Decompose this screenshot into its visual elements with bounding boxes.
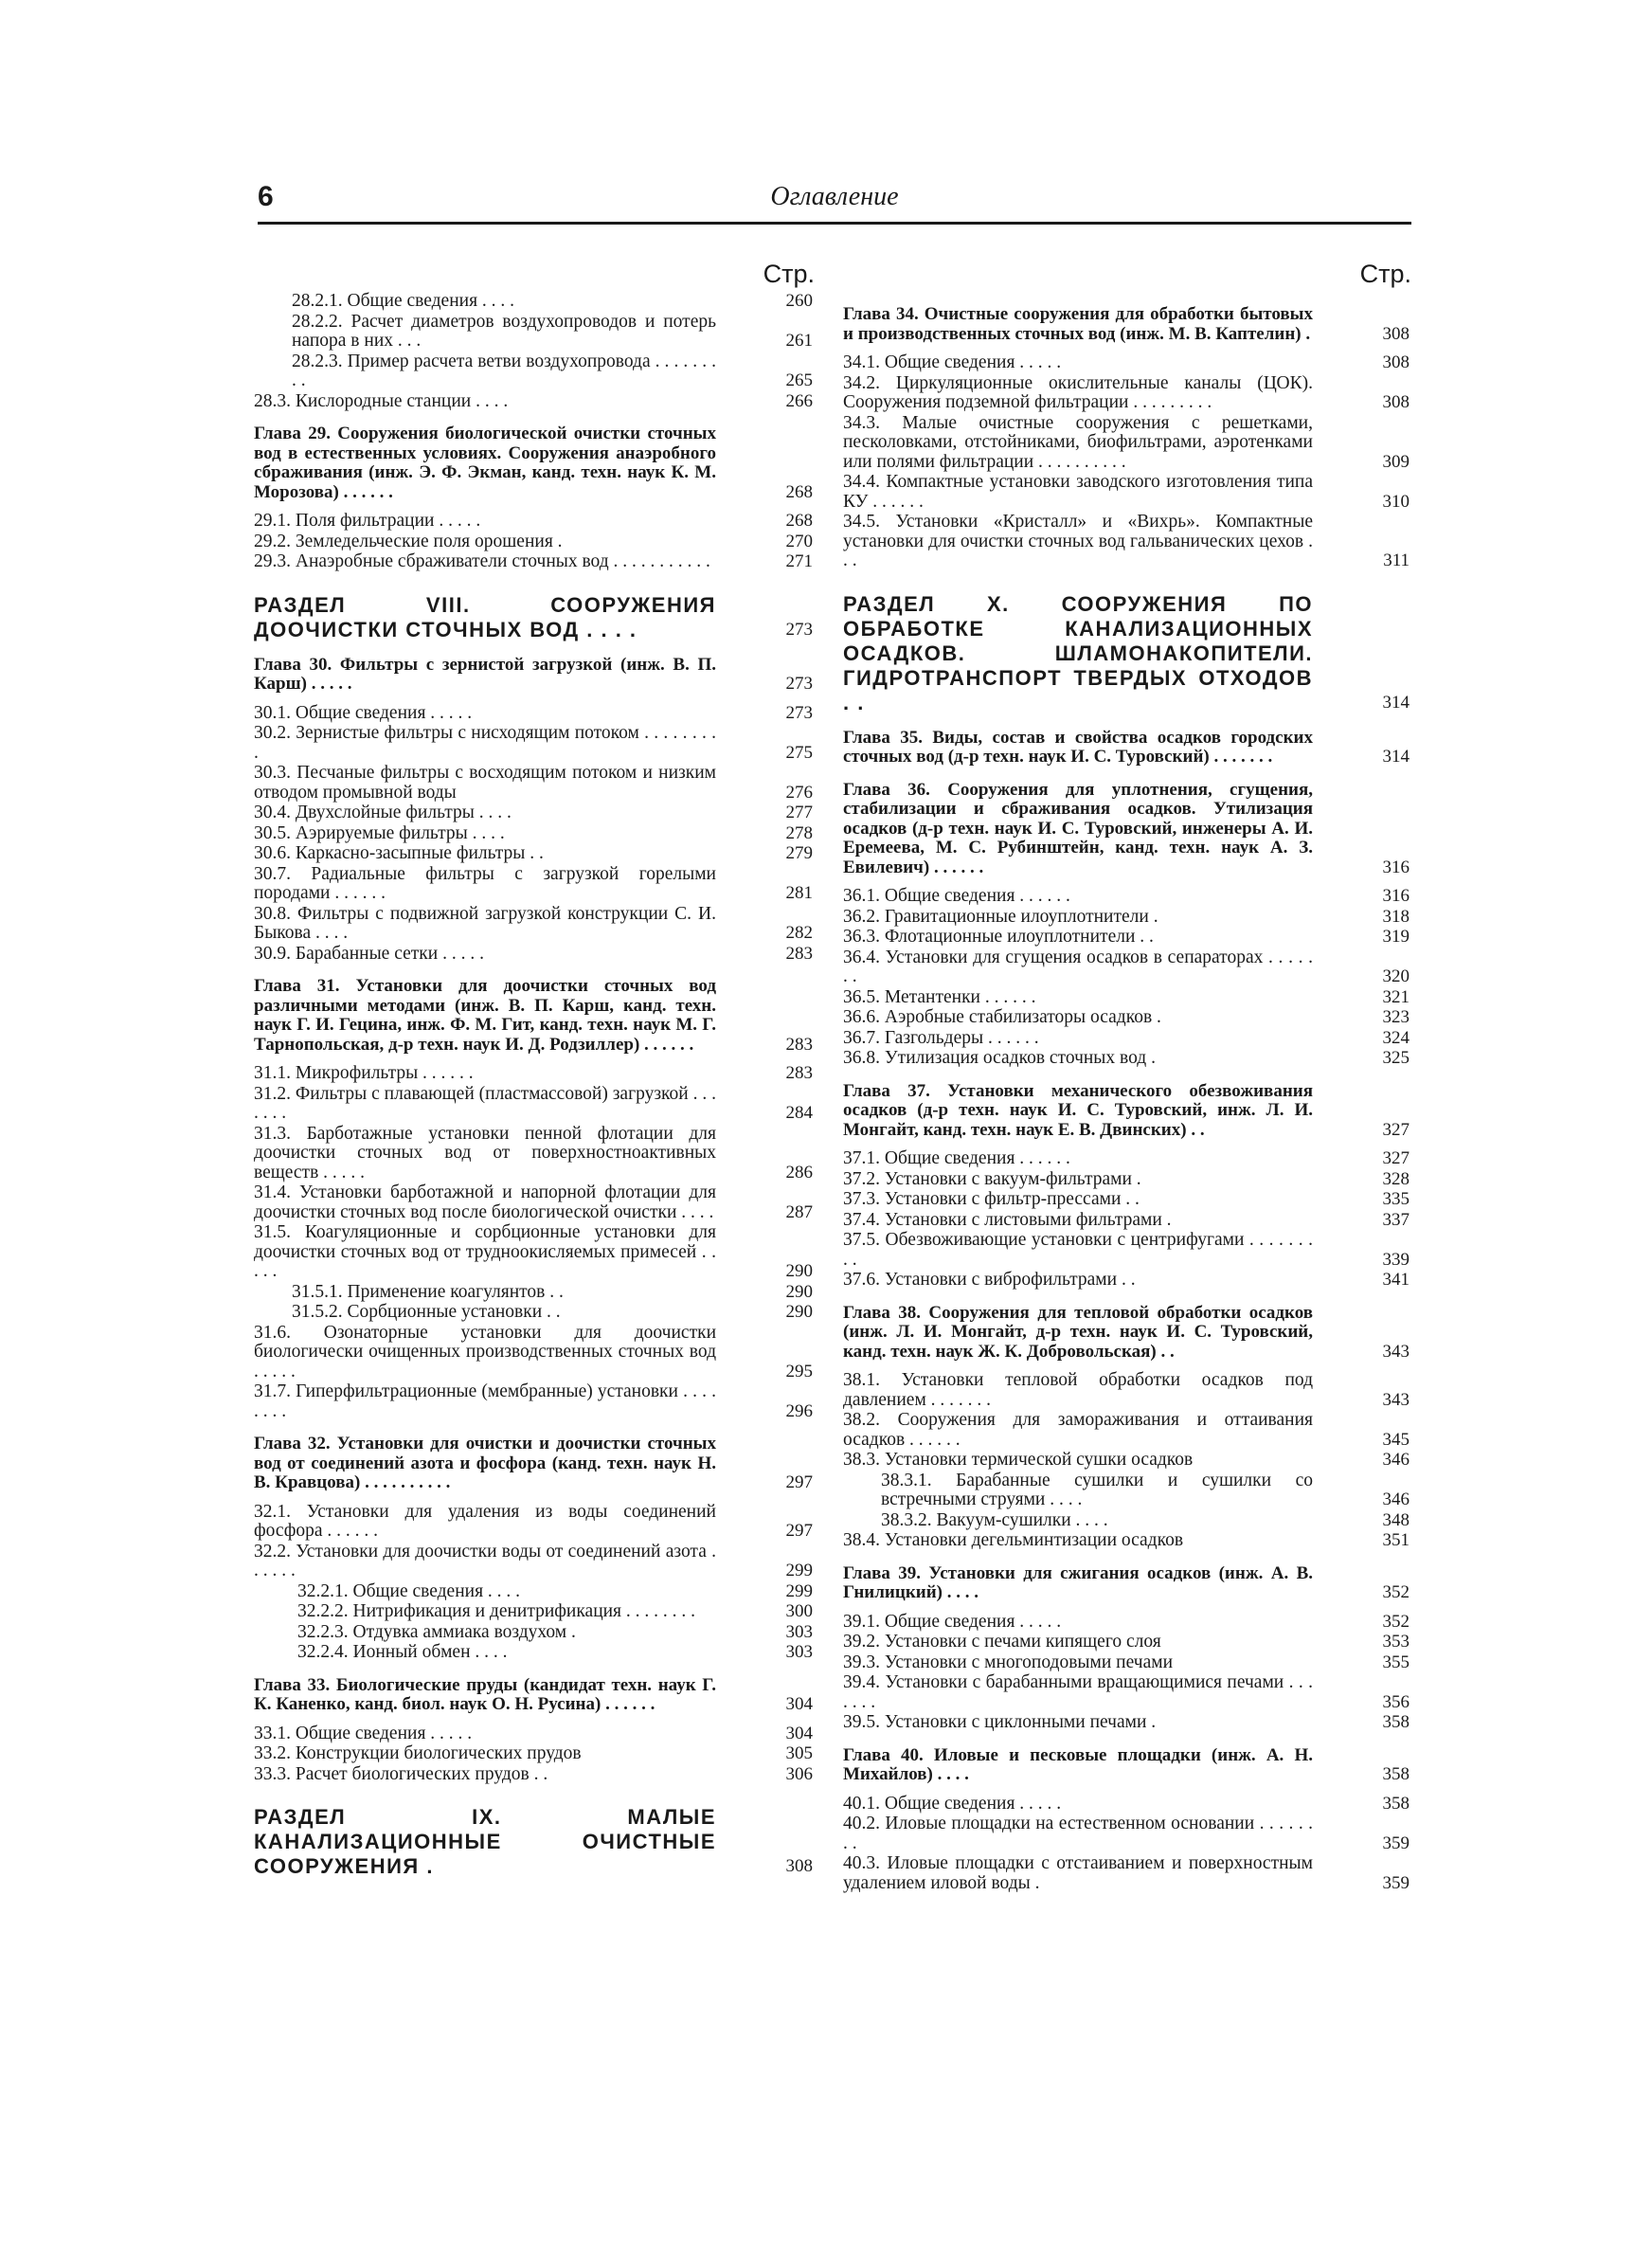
page-column-header xyxy=(843,258,1411,292)
toc-item xyxy=(254,1724,815,1744)
toc-entry-title: Глава 30. Фильтры с зернистой загрузкой (инж. В. П. Карш) . . . . . xyxy=(254,654,716,694)
toc-item xyxy=(843,1713,1411,1733)
toc-entry-title: 30.8. Фильтры с подвижной загрузкой конструкции С. И. Быкова . . . . xyxy=(254,903,716,943)
toc-entry-page: 339 xyxy=(1382,1249,1410,1270)
toc-entry-title: Глава 32. Установки для очистки и доочистки сточных вод от соединений азота и фосфора (канд. техн. наук Н. В. Кравцова) . . . . . . . . . . xyxy=(254,1434,716,1492)
toc-entry-title: 32.2.2. Нитрификация и денитрификация . . . . . . . . xyxy=(297,1601,696,1621)
toc-subitem xyxy=(843,1472,1411,1510)
toc-entry-page: 305 xyxy=(785,1743,813,1763)
toc-entry-page: 335 xyxy=(1382,1189,1410,1209)
toc-entry-title: 30.4. Двухслойные фильтры . . . . xyxy=(254,803,512,822)
toc-entry-page: 343 xyxy=(1382,1341,1410,1362)
toc-entry-title: 37.4. Установки с листовыми фильтрами . xyxy=(843,1209,1172,1230)
toc-entry-title: 36.7. Газгольдеры . . . . . . xyxy=(843,1027,1039,1048)
toc-entry-title: 40.1. Общие сведения . . . . . xyxy=(843,1793,1062,1814)
toc-entry-title: 37.6. Установки с виброфильтрами . . xyxy=(843,1270,1136,1290)
toc-entry-page: 321 xyxy=(1382,986,1410,1007)
toc-item xyxy=(843,473,1411,512)
toc-entry-page: 303 xyxy=(785,1621,813,1642)
toc-entry-page: 358 xyxy=(1382,1764,1410,1784)
toc-entry-title: 28.3. Кислородные станции . . . . xyxy=(254,390,509,411)
toc-entry-page: 319 xyxy=(1382,927,1410,947)
toc-entry-page: 304 xyxy=(785,1723,813,1743)
toc-entry-page: 265 xyxy=(785,370,813,390)
toc-item xyxy=(254,1744,815,1764)
toc-entry-page: 287 xyxy=(785,1201,813,1222)
toc-entry-title: 33.3. Расчет биологических прудов . . xyxy=(254,1763,548,1784)
toc-entry-page: 323 xyxy=(1382,1007,1410,1027)
toc-entry-page: 352 xyxy=(1382,1582,1410,1602)
toc-entry-title: 39.5. Установки с циклонными печами . xyxy=(843,1712,1157,1732)
toc-entry-page: 356 xyxy=(1382,1691,1410,1712)
toc-entry-title: 31.4. Установки барботажной и напорной флотации для доочистки сточных вод после биологической очистки . . . . xyxy=(254,1183,716,1222)
toc-chapter xyxy=(254,1435,815,1493)
toc-entry-page: 316 xyxy=(1382,857,1410,877)
toc-entry-title: Глава 34. Очистные сооружения для обработки бытовых и производственных сточных вод (инж. М. В. Каптелин) . xyxy=(843,304,1313,344)
page-column-label: Стр. xyxy=(763,260,815,288)
toc-chapter xyxy=(254,1676,815,1715)
toc-entry-title: 30.6. Каркасно-засыпные фильтры . . xyxy=(254,843,544,863)
toc-entry-title: 31.2. Фильтры с плавающей (пластмассовой) загрузкой . . . . . . . xyxy=(254,1083,716,1123)
toc-entry-page: 283 xyxy=(785,1034,813,1055)
toc-item xyxy=(254,392,815,412)
toc-item xyxy=(843,1049,1411,1069)
toc-item xyxy=(843,353,1411,373)
toc-entry-title: 30.7. Радиальные фильтры с загрузкой горелыми породами . . . . . . xyxy=(254,863,716,903)
toc-entry-title: 31.7. Гиперфильтрационные (мембранные) установки . . . . . . . . xyxy=(254,1381,716,1421)
toc-entry-page: 282 xyxy=(785,923,813,943)
toc-entry-title: 39.1. Общие сведения . . . . . xyxy=(843,1611,1062,1632)
toc-entry-title: Глава 39. Установки для сжигания осадков (инж. А. В. Гнилицкий) . . . . xyxy=(843,1562,1313,1602)
toc-chapter xyxy=(843,1746,1411,1785)
toc-entry-page: 297 xyxy=(785,1472,813,1492)
toc-item xyxy=(254,1183,815,1222)
toc-item xyxy=(843,1231,1411,1270)
toc-entry-page: 299 xyxy=(785,1580,813,1601)
toc-subitem xyxy=(254,292,815,312)
toc-chapter xyxy=(254,656,815,695)
toc-subitem xyxy=(843,1511,1411,1531)
toc-entry-title: 36.4. Установки для сгущения осадков в сепараторах . . . . . . . xyxy=(843,947,1313,986)
toc-item xyxy=(254,1382,815,1421)
toc-entry-page: 308 xyxy=(1382,323,1410,344)
toc-entry-page: 308 xyxy=(1382,352,1410,372)
toc-entry-title: 38.3.1. Барабанные сушилки и сушилки со встречными струями . . . . xyxy=(881,1470,1313,1509)
toc-item xyxy=(843,1673,1411,1712)
toc-entry-title: 38.1. Установки тепловой обработки осадков под давлением . . . . . . . xyxy=(843,1370,1313,1410)
toc-entry-page: 328 xyxy=(1382,1168,1410,1189)
toc-entry-page: 314 xyxy=(1382,747,1410,767)
toc-entries xyxy=(843,305,1411,1893)
toc-item xyxy=(843,1815,1411,1853)
toc-entry-title: 36.5. Метантенки . . . . . . xyxy=(843,986,1036,1007)
toc-entry-page: 273 xyxy=(785,619,813,640)
toc-entry-page: 352 xyxy=(1382,1611,1410,1632)
toc-entry-title: 37.2. Установки с вакуум-фильтрами . xyxy=(843,1168,1141,1189)
toc-entry-page: 341 xyxy=(1382,1270,1410,1290)
toc-chapter xyxy=(254,424,815,502)
toc-entry-page: 283 xyxy=(785,943,813,964)
toc-entry-title: 34.2. Циркуляционные окислительные каналы (ЦОК). Сооружения подземной фильтрации . . . . . . . . . xyxy=(843,372,1313,412)
toc-entry-page: 310 xyxy=(1382,491,1410,512)
toc-entry-title: 30.2. Зернистые фильтры с нисходящим потоком . . . . . . . . . xyxy=(254,723,716,763)
toc-item xyxy=(254,1543,815,1581)
toc-item xyxy=(843,928,1411,948)
toc-item xyxy=(254,1223,815,1282)
toc-item xyxy=(843,1854,1411,1893)
toc-entry-page: 351 xyxy=(1382,1530,1410,1550)
toc-entry-page: 296 xyxy=(785,1400,813,1421)
toc-entry-title: 40.2. Иловые площадки на естественном основании . . . . . . . . xyxy=(843,1814,1313,1853)
toc-item xyxy=(254,905,815,944)
toc-item xyxy=(843,1190,1411,1210)
toc-item xyxy=(843,1211,1411,1231)
toc-entry-title: 37.1. Общие сведения . . . . . . xyxy=(843,1148,1070,1168)
page-column-label: Стр. xyxy=(1359,260,1411,288)
toc-entry-title: 36.3. Флотационные илоуплотнители . . xyxy=(843,927,1154,947)
page-header xyxy=(258,178,1411,225)
toc-subitem xyxy=(254,1602,815,1622)
toc-entry-title: 39.4. Установки с барабанными вращающимися печами . . . . . . . xyxy=(843,1672,1313,1712)
running-title: Оглавление xyxy=(770,182,899,211)
toc-entry-title: 34.4. Компактные установки заводского изготовления типа КУ . . . . . . xyxy=(843,472,1313,512)
toc-entry-title: 31.5.2. Сорбционные установки . . xyxy=(292,1302,561,1322)
toc-entry-title: 32.2.4. Ионный обмен . . . . xyxy=(297,1642,508,1662)
toc-entry-title: Глава 33. Биологические пруды (кандидат техн. наук Г. К. Каненко, канд. биол. наук О. Н. Русина) . . . . . . xyxy=(254,1674,716,1714)
toc-entry-title: 29.3. Анаэробные сбраживатели сточных вод . . . . . . . . . . . xyxy=(254,551,710,571)
toc-entry-page: 358 xyxy=(1382,1793,1410,1814)
toc-entry-page: 318 xyxy=(1382,906,1410,927)
toc-item xyxy=(254,803,815,823)
toc-entry-page: 327 xyxy=(1382,1119,1410,1140)
toc-item xyxy=(254,1324,815,1382)
toc-entry-page: 270 xyxy=(785,531,813,551)
toc-entry-page: 286 xyxy=(785,1162,813,1183)
toc-entry-title: Глава 36. Сооружения для уплотнения, сгущения, стабилизации и сбраживания осадков. Утилизация осадков (д-р техн. наук И. С. Туровский, инженеры А. И. Еремеева, М. С. Рубинштейн, канд. техн. наук А. З. Евилевич) . . . . . . xyxy=(843,779,1313,877)
toc-entry-page: 346 xyxy=(1382,1450,1410,1470)
toc-entry-page: 346 xyxy=(1382,1490,1410,1509)
toc-entry-title: Глава 37. Установки механического обезвоживания осадков (д-р техн. наук И. С. Туровский, инж. Л. И. Монгайт, канд. техн. наук Е. В. Двинских) . . xyxy=(843,1080,1313,1140)
toc-item xyxy=(843,374,1411,413)
toc-item xyxy=(843,1149,1411,1169)
toc-entry-title: 28.2.2. Расчет диаметров воздухопроводов и потерь напора в них . . . xyxy=(292,311,716,351)
toc-section xyxy=(254,593,815,642)
toc-entry-title: 36.1. Общие сведения . . . . . . xyxy=(843,886,1070,906)
toc-item xyxy=(843,1795,1411,1815)
toc-entry-title: РАЗДЕЛ IX. МАЛЫЕ КАНАЛИЗАЦИОННЫЕ ОЧИСТНЫЕ СООРУЖЕНИЯ . xyxy=(254,1805,716,1878)
toc-entry-title: 34.1. Общие сведения . . . . . xyxy=(843,352,1062,372)
toc-item xyxy=(843,1411,1411,1450)
toc-entry-title: 28.2.3. Пример расчета ветви воздухопровода . . . . . . . . . xyxy=(292,351,716,390)
toc-entry-page: 279 xyxy=(785,843,813,863)
toc-item xyxy=(843,1531,1411,1551)
toc-entry-title: РАЗДЕЛ VIII. СООРУЖЕНИЯ ДООЧИСТКИ СТОЧНЫХ ВОД . . . . xyxy=(254,592,716,641)
toc-entry-title: 30.3. Песчаные фильтры с восходящим потоком и низким отводом промывной воды xyxy=(254,763,716,803)
toc-entry-title: Глава 35. Виды, состав и свойства осадков городских сточных вод (д-р техн. наук И. С. Туровский) . . . . . . . xyxy=(843,727,1313,767)
toc-entry-title: 29.2. Земледельческие поля орошения . xyxy=(254,531,563,551)
toc-chapter xyxy=(843,305,1411,344)
toc-entry-title: Глава 31. Установки для доочистки сточных вод различными методами (инж. В. П. Карш, канд. техн. наук Г. И. Гецина, инж. Ф. М. Гит, канд. техн. наук М. Г. Тарнопольская, д-р техн. наук И. Д. Родзиллер) . . . . . . xyxy=(254,976,716,1055)
toc-entry-page: 290 xyxy=(785,1302,813,1322)
toc-entry-page: 290 xyxy=(785,1281,813,1302)
toc-entry-page: 324 xyxy=(1382,1027,1410,1048)
toc-entries xyxy=(254,292,815,1879)
toc-entry-title: 36.8. Утилизация осадков сточных вод . xyxy=(843,1048,1156,1068)
toc-item xyxy=(254,1765,815,1785)
toc-subitem xyxy=(254,1303,815,1323)
toc-entry-page: 271 xyxy=(785,551,813,571)
toc-entry-page: 284 xyxy=(785,1103,813,1123)
toc-item xyxy=(843,414,1411,473)
toc-entry-page: 290 xyxy=(785,1261,813,1281)
toc-chapter xyxy=(843,1304,1411,1363)
toc-subitem xyxy=(254,1582,815,1602)
toc-subitem xyxy=(254,352,815,391)
toc-subitem xyxy=(254,1623,815,1643)
toc-item xyxy=(843,887,1411,907)
toc-entry-page: 306 xyxy=(785,1763,813,1784)
toc-item xyxy=(843,1008,1411,1028)
toc-item xyxy=(254,764,815,803)
toc-item xyxy=(843,1451,1411,1471)
toc-item xyxy=(254,1064,815,1084)
toc-item xyxy=(254,552,815,572)
toc-entry-page: 316 xyxy=(1382,886,1410,906)
toc-entry-page: 276 xyxy=(785,782,813,803)
toc-entry-title: 30.5. Аэрируемые фильтры . . . . xyxy=(254,822,505,843)
toc-entry-page: 295 xyxy=(785,1361,813,1381)
toc-item xyxy=(254,945,815,965)
toc-entry-page: 358 xyxy=(1382,1712,1410,1732)
toc-item xyxy=(254,865,815,904)
toc-entry-page: 277 xyxy=(785,803,813,822)
toc-entry-title: 37.5. Обезвоживающие установки с центрифугами . . . . . . . . . xyxy=(843,1230,1313,1270)
toc-entry-page: 327 xyxy=(1382,1148,1410,1168)
toc-entry-title: 29.1. Поля фильтрации . . . . . xyxy=(254,511,481,531)
toc-entry-title: 38.3. Установки термической сушки осадков xyxy=(843,1450,1194,1470)
toc-item xyxy=(843,1271,1411,1291)
toc-entry-title: 38.3.2. Вакуум-сушилки . . . . xyxy=(881,1509,1108,1530)
toc-item xyxy=(843,948,1411,987)
toc-item xyxy=(843,988,1411,1008)
toc-item xyxy=(254,512,815,532)
toc-entry-page: 260 xyxy=(785,291,813,311)
toc-entry-page: 308 xyxy=(1382,392,1410,412)
toc-entry-title: 37.3. Установки с фильтр-прессами . . xyxy=(843,1189,1140,1209)
toc-entry-title: Глава 29. Сооружения биологической очистки сточных вод в естественных условиях. Сооружения анаэробного сбраживания (инж. Э. Ф. Экман, канд. техн. наук К. М. Морозова) . . . . . . xyxy=(254,424,716,502)
toc-entry-page: 353 xyxy=(1382,1632,1410,1652)
toc-entry-page: 278 xyxy=(785,822,813,843)
toc-entry-title: 30.9. Барабанные сетки . . . . . xyxy=(254,943,484,964)
toc-subitem xyxy=(254,1283,815,1303)
toc-entry-page: 268 xyxy=(785,481,813,502)
toc-entry-title: 31.1. Микрофильтры . . . . . . xyxy=(254,1063,474,1083)
toc-entry-title: 33.1. Общие сведения . . . . . xyxy=(254,1723,473,1743)
toc-subitem xyxy=(254,313,815,352)
toc-entry-page: 337 xyxy=(1382,1209,1410,1230)
toc-entry-page: 268 xyxy=(785,511,813,531)
toc-entry-title: 32.2.1. Общие сведения . . . . xyxy=(297,1580,521,1601)
toc-entry-page: 308 xyxy=(785,1856,813,1876)
toc-item xyxy=(843,1653,1411,1673)
toc-entry-page: 297 xyxy=(785,1521,813,1541)
toc-subitem xyxy=(254,1643,815,1663)
toc-entry-title: 40.3. Иловые площадки с отстаиванием и поверхностным удалением иловой воды . xyxy=(843,1853,1313,1893)
toc-item xyxy=(254,1503,815,1542)
toc-item xyxy=(843,1170,1411,1190)
toc-entry-title: 33.2. Конструкции биологических прудов xyxy=(254,1743,582,1763)
toc-entry-title: 30.1. Общие сведения . . . . . xyxy=(254,702,473,723)
toc-entry-title: 38.4. Установки дегельминтизации осадков xyxy=(843,1530,1184,1550)
toc-entry-page: 304 xyxy=(785,1694,813,1714)
toc-entry-title: 39.3. Установки с многоподовыми печами xyxy=(843,1652,1174,1672)
toc-item xyxy=(254,844,815,864)
toc-item xyxy=(843,1613,1411,1633)
toc-entry-page: 303 xyxy=(785,1642,813,1662)
toc-entry-title: 34.5. Установки «Кристалл» и «Вихрь». Компактные установки для очистки сточных вод гальванических цехов . . . xyxy=(843,512,1313,570)
toc-entry-title: 32.2.3. Отдувка аммиака воздухом . xyxy=(297,1621,576,1642)
toc-section xyxy=(254,1805,815,1879)
toc-item xyxy=(843,1633,1411,1652)
toc-entry-title: 36.2. Гравитационные илоуплотнители . xyxy=(843,906,1158,927)
toc-entry-page: 314 xyxy=(1382,692,1410,713)
toc-column-right xyxy=(843,258,1411,1894)
toc-item xyxy=(843,908,1411,928)
toc-entry-title: Глава 40. Иловые и песковые площадки (инж. А. Н. Михайлов) . . . . xyxy=(843,1744,1313,1784)
page-number: 6 xyxy=(258,181,274,212)
toc-column-left xyxy=(254,258,815,1885)
toc-chapter xyxy=(843,1082,1411,1141)
toc-entry-page: 283 xyxy=(785,1063,813,1083)
toc-item xyxy=(843,1371,1411,1410)
toc-item xyxy=(254,1085,815,1124)
toc-entry-page: 359 xyxy=(1382,1872,1410,1893)
toc-entry-title: 31.5. Коагуляционные и сорбционные установки для доочистки сточных вод от трудноокисляемых примесей . . . . . xyxy=(254,1222,716,1281)
toc-entry-page: 325 xyxy=(1382,1048,1410,1068)
toc-entry-title: 34.3. Малые очистные сооружения с решетками, песколовками, отстойниками, биофильтрами, аэротенками или полями фильтрации . . . . . . . . . . xyxy=(843,412,1313,472)
toc-entry-title: 36.6. Аэробные стабилизаторы осадков . xyxy=(843,1007,1161,1027)
page-column-header xyxy=(254,258,815,292)
toc-chapter xyxy=(843,1564,1411,1603)
toc-entry-page: 355 xyxy=(1382,1652,1410,1672)
toc-entry-page: 345 xyxy=(1382,1429,1410,1450)
toc-chapter xyxy=(843,781,1411,878)
toc-item xyxy=(254,824,815,844)
toc-entry-title: 31.6. Озонаторные установки для доочистки биологически очищенных производственных сточных вод . . . . . xyxy=(254,1322,716,1381)
toc-entry-title: РАЗДЕЛ X. СООРУЖЕНИЯ ПО ОБРАБОТКЕ КАНАЛИЗАЦИОННЫХ ОСАДКОВ. ШЛАМОНАКОПИТЕЛИ. ГИДРОТРАНСПОРТ ТВЕРДЫХ ОТХОДОВ . . xyxy=(843,591,1313,714)
toc-entry-page: 348 xyxy=(1382,1509,1410,1530)
toc-chapter xyxy=(254,977,815,1055)
toc-entry-title: 32.1. Установки для удаления из воды соединений фосфора . . . . . . xyxy=(254,1501,716,1541)
toc-entry-page: 273 xyxy=(785,702,813,723)
toc-entry-page: 309 xyxy=(1382,451,1410,472)
toc-chapter xyxy=(843,729,1411,767)
toc-entry-page: 343 xyxy=(1382,1389,1410,1410)
toc-entry-title: 31.5.1. Применение коагулянтов . . xyxy=(292,1281,564,1302)
toc-item xyxy=(254,704,815,724)
toc-item xyxy=(254,1125,815,1183)
toc-entry-page: 359 xyxy=(1382,1833,1410,1853)
toc-item xyxy=(254,724,815,763)
toc-item xyxy=(843,1029,1411,1049)
toc-entry-page: 266 xyxy=(785,390,813,411)
toc-entry-page: 299 xyxy=(785,1561,813,1580)
toc-entry-page: 320 xyxy=(1382,966,1410,986)
toc-item xyxy=(843,513,1411,571)
toc-entry-title: Глава 38. Сооружения для тепловой обработки осадков (инж. Л. И. Монгайт, д-р техн. наук И. С. Туровский, канд. техн. наук Ж. К. Добровольская) . . xyxy=(843,1302,1313,1362)
toc-entry-title: 38.2. Сооружения для замораживания и оттаивания осадков . . . . . . xyxy=(843,1410,1313,1450)
toc-entry-page: 261 xyxy=(785,331,813,351)
toc-section xyxy=(843,592,1411,715)
toc-entry-page: 311 xyxy=(1383,551,1410,570)
toc-entry-page: 281 xyxy=(785,883,813,903)
toc-entry-page: 273 xyxy=(785,674,813,694)
toc-entry-title: 28.2.1. Общие сведения . . . . xyxy=(292,291,515,311)
toc-entry-title: 32.2. Установки для доочистки воды от соединений азота . . . . . . xyxy=(254,1541,716,1580)
toc-entry-title: 39.2. Установки с печами кипящего слоя xyxy=(843,1632,1161,1652)
toc-entry-page: 300 xyxy=(785,1601,813,1621)
toc-item xyxy=(254,533,815,552)
toc-entry-page: 275 xyxy=(785,742,813,763)
toc-entry-title: 31.3. Барботажные установки пенной флотации для доочистки сточных вод от поверхностноактивных веществ . . . . . xyxy=(254,1123,716,1183)
